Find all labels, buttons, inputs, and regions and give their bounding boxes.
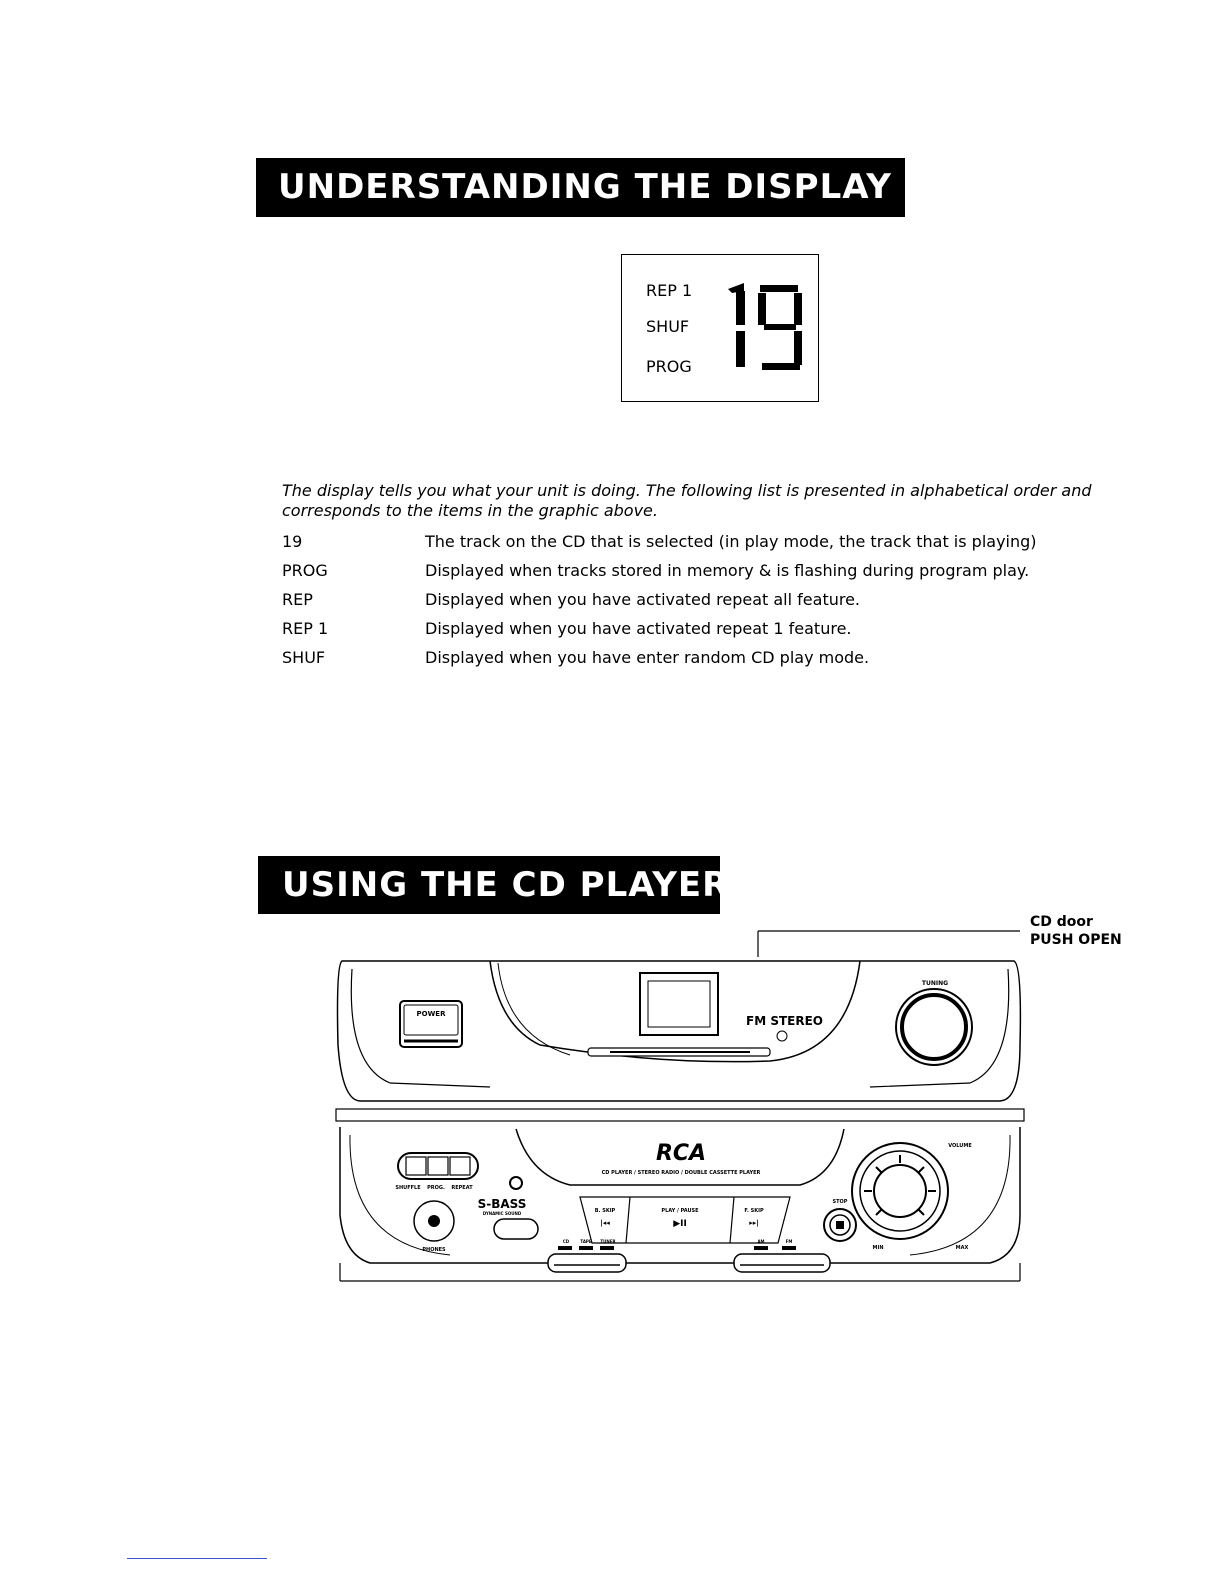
- fm-stereo-label: FM STEREO: [746, 1014, 823, 1028]
- definition-row: [282, 618, 1162, 640]
- volume-min-label: MIN: [872, 1245, 884, 1251]
- volume-label: VOLUME: [948, 1143, 972, 1149]
- volume-max-label: MAX: [955, 1245, 969, 1251]
- cassette-slot-icon: [588, 1048, 770, 1056]
- definition-term: REP: [282, 590, 313, 609]
- lcd-label-rep1: REP 1: [646, 281, 693, 300]
- band-selector-slider[interactable]: [734, 1254, 830, 1272]
- bskip-icon: |◂◂: [600, 1219, 610, 1227]
- phones-jack[interactable]: [414, 1201, 454, 1241]
- definition-desc: Displayed when tracks stored in memory & is flashing during program play.: [425, 561, 1030, 580]
- prog-label: PROG.: [427, 1185, 445, 1191]
- fm-stereo-indicator-icon: [777, 1031, 787, 1041]
- lcd-label-prog: PROG: [646, 357, 692, 376]
- sbass-indicator-icon: [510, 1177, 522, 1189]
- function-tape-label: TAPE: [580, 1239, 592, 1244]
- section-title-cd-player: USING THE CD PLAYER: [258, 856, 720, 914]
- sbass-sub-label: DYNAMIC SOUND: [482, 1211, 522, 1216]
- fskip-icon: ▸▸|: [749, 1219, 759, 1227]
- band-am-label: AM: [757, 1239, 765, 1244]
- shuffle-prog-repeat-buttons[interactable]: [398, 1153, 478, 1179]
- phones-label: PHONES: [422, 1247, 446, 1253]
- definition-term: 19: [282, 532, 303, 551]
- function-tuner-label: TUNER: [600, 1239, 616, 1244]
- stereo-unit-illustration: [330, 925, 1030, 1285]
- definition-row: [282, 589, 1162, 611]
- power-button[interactable]: [400, 1001, 462, 1047]
- display-intro-text: The display tells you what your unit is doing. The following list is presented in alphabetical order and corresponds to the items in the graphic above.: [282, 481, 1092, 520]
- volume-knob[interactable]: [852, 1143, 948, 1239]
- power-label: POWER: [416, 1010, 446, 1018]
- shuffle-label: SHUFFLE: [395, 1185, 421, 1191]
- tuning-label: TUNING: [921, 980, 949, 987]
- definition-row: [282, 531, 1162, 553]
- sbass-label: S-BASS: [477, 1197, 527, 1211]
- definition-term: SHUF: [282, 648, 326, 667]
- stop-label: STOP: [832, 1199, 848, 1205]
- fskip-label: F. SKIP: [744, 1208, 764, 1214]
- function-selector-slider[interactable]: [548, 1254, 626, 1272]
- cd-door-push-open[interactable]: [640, 973, 718, 1035]
- function-cd-label: CD: [562, 1239, 570, 1244]
- digit-nine-icon: [758, 285, 802, 370]
- bskip-label: B. SKIP: [594, 1208, 616, 1214]
- definition-desc: Displayed when you have activated repeat all feature.: [425, 590, 861, 609]
- repeat-label: REPEAT: [451, 1185, 473, 1191]
- definition-row: [282, 560, 1162, 582]
- definition-term: PROG: [282, 561, 328, 580]
- play-pause-icon: ▶II: [673, 1219, 687, 1229]
- model-description: CD PLAYER / STEREO RADIO / DOUBLE CASSETTE PLAYER: [601, 1170, 761, 1176]
- digit-one-icon: [728, 283, 745, 367]
- definition-row: [282, 647, 1162, 669]
- stop-button[interactable]: [824, 1209, 856, 1241]
- footnote-divider: [127, 1558, 267, 1559]
- definition-desc: The track on the CD that is selected (in play mode, the track that is playing): [425, 532, 1037, 551]
- play-pause-label: PLAY / PAUSE: [661, 1208, 699, 1214]
- rca-logo: RCA: [655, 1141, 707, 1166]
- section-title-display: UNDERSTANDING THE DISPLAY: [256, 158, 905, 217]
- lcd-track-digits: [724, 277, 814, 377]
- band-fm-label: FM: [785, 1239, 793, 1244]
- definition-term: REP 1: [282, 619, 329, 638]
- sbass-button[interactable]: [494, 1219, 538, 1239]
- lcd-label-shuf: SHUF: [646, 317, 690, 336]
- callout-push-open: PUSH OPEN: [1030, 932, 1122, 948]
- lcd-display-graphic: [621, 254, 819, 402]
- definition-desc: Displayed when you have activated repeat 1 feature.: [425, 619, 852, 638]
- definition-desc: Displayed when you have enter random CD play mode.: [425, 648, 870, 667]
- callout-cd-door: CD door: [1030, 914, 1093, 930]
- tuning-knob[interactable]: [896, 989, 972, 1065]
